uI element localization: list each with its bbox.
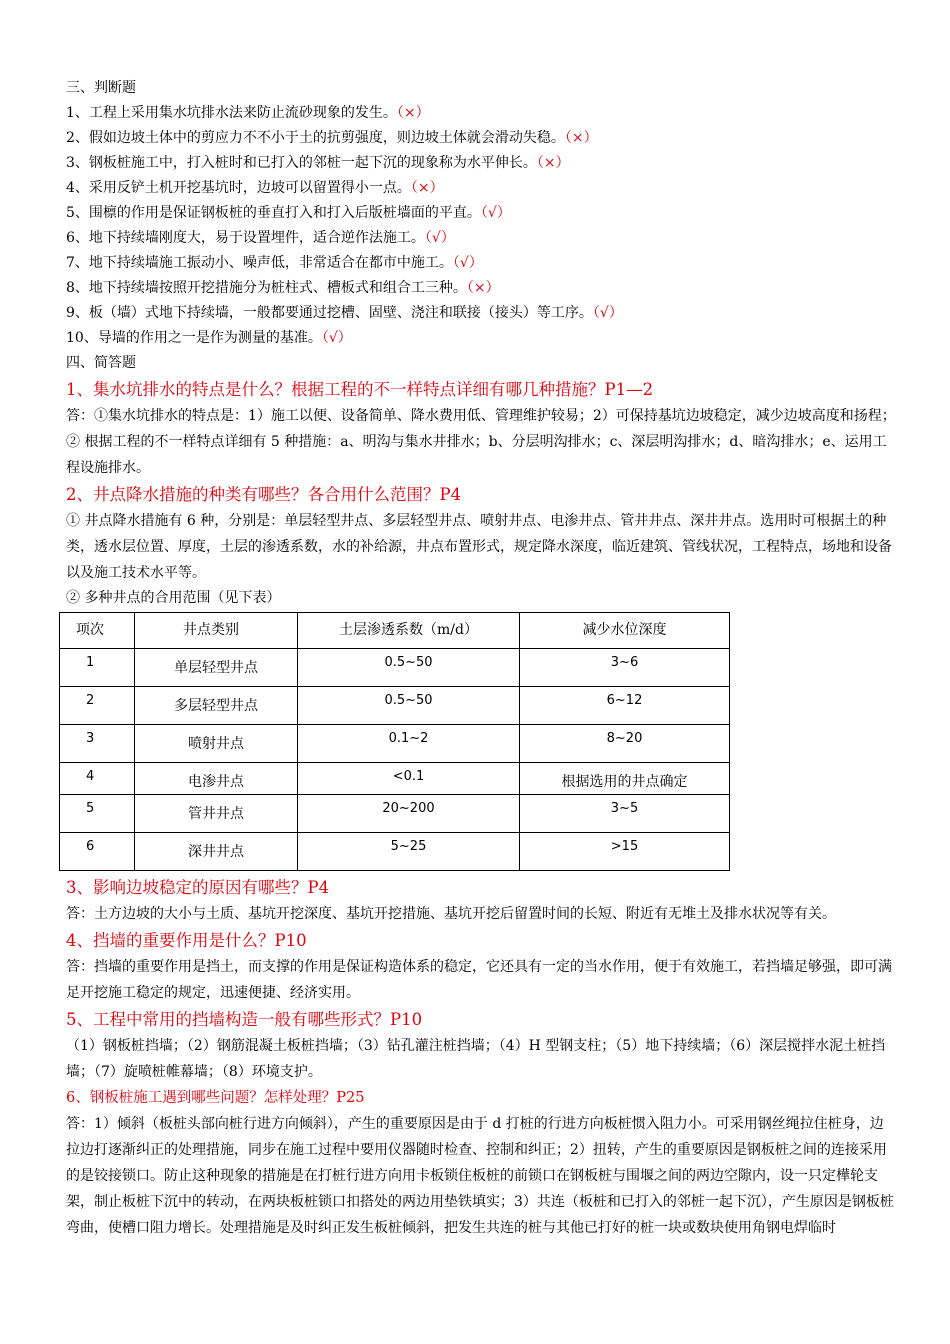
- judgement-item: [66, 101, 896, 126]
- table-cell: 5: [86, 801, 95, 816]
- table-cell: <0.1: [392, 769, 425, 784]
- table-row: [60, 649, 730, 687]
- judgement-text: 4、采用反铲土机开挖基坑时，边坡可以留置得小一点。: [66, 180, 411, 196]
- judgement-mark: （√）: [452, 255, 483, 271]
- table-cell: 6: [86, 839, 95, 854]
- question-2-answer-1: ① 井点降水措施有 6 种，分别是：单层轻型井点、多层轻型井点、喷射井点、电渗井点、管井井点、深井井点。选用时可根据土的种类，透水层位置、厚度，土层的渗透系数，水的补给源，井点布置形式，规定降水深度，临近建筑、管线状况，工程特点，场地和设备以及施工技术水平等。: [66, 513, 892, 581]
- judgement-text: 2、假如边坡土体中的剪应力不不小于土的抗剪强度，则边坡土体就会滑动失稳。: [66, 130, 565, 146]
- table-cell: 单层轻型井点: [174, 660, 258, 676]
- judgement-text: 10、导墙的作用之一是作为测量的基准。: [66, 330, 322, 346]
- table-row: [60, 763, 730, 795]
- table-cell: 0.1~2: [388, 731, 429, 746]
- judgement-item: [66, 251, 896, 276]
- table-header-cell: 土层渗透系数（m/d）: [339, 622, 478, 638]
- judgement-item: [66, 126, 896, 151]
- table-header-cell: 井点类别: [183, 622, 239, 638]
- document-page: [66, 76, 896, 1241]
- table-cell: 0.5~50: [384, 693, 433, 708]
- table-header-row: [60, 613, 730, 649]
- judgement-mark: （×）: [564, 130, 598, 146]
- question-4-answer: 答：挡墙的重要作用是挡土，而支撑的作用是保证构造体系的稳定，它还具有一定的当水作用，便于有效施工，若挡墙足够强，即可满足开挖施工稳定的规定，迅速便捷、经济实用。: [66, 959, 892, 1001]
- judgement-text: 7、地下持续墙施工振动小、噪声低，非常适合在都市中施工。: [66, 255, 453, 271]
- table-cell: 3~6: [610, 655, 639, 670]
- judgement-text: 1、工程上采用集水坑排水法来防止流砂现象的发生。: [66, 105, 397, 121]
- table-cell: 20~200: [382, 801, 435, 816]
- table-cell: 8~20: [606, 731, 643, 746]
- judgement-item: [66, 326, 896, 351]
- table-cell: 2: [86, 693, 95, 708]
- judgement-item: [66, 276, 896, 301]
- question-3-answer: 答：土方边坡的大小与土质、基坑开挖深度、基坑开挖措施、基坑开挖后留置时间的长短、附近有无堆土及排水状况等有关。: [66, 906, 836, 922]
- question-6-title: 6、钢板桩施工遇到哪些问题？怎样处理？P25: [66, 1090, 365, 1106]
- table-cell: 根据选用的井点确定: [561, 774, 688, 790]
- table-cell: 0.5~50: [384, 655, 433, 670]
- table-cell: 5~25: [390, 839, 427, 854]
- table-cell: 电渗井点: [188, 774, 244, 790]
- judgement-item: [66, 226, 896, 251]
- question-1-answer-2: ② 根据工程的不一样特点详细有 5 种措施：a、明沟与集水井排水；b、分层明沟排水；c、深层明沟排水；d、暗沟排水；e、运用工程设施排水。: [66, 434, 887, 476]
- table-header-cell: 项次: [76, 622, 104, 638]
- table-header-cell: 减少水位深度: [582, 622, 667, 638]
- judgement-item: [66, 301, 896, 326]
- well-point-table: [59, 612, 730, 871]
- table-cell: 3~5: [610, 801, 639, 816]
- table-cell: 多层轻型井点: [174, 698, 258, 714]
- question-5-answer: （1）钢板桩挡墙；（2）钢筋混凝土板桩挡墙；（3）钻孔灌注桩挡墙；（4）H 型钢支柱；（5）地下持续墙；（6）深层搅拌水泥土桩挡墙；（7）旋喷桩帷幕墙；（8）环境支护。: [66, 1038, 886, 1080]
- question-5-title: 5、工程中常用的挡墙构造一般有哪些形式？P10: [66, 1010, 423, 1029]
- question-3-title: 3、影响边坡稳定的原因有哪些？P4: [66, 878, 330, 897]
- question-1-answer-1: 答：①集水坑排水的特点是：1）施工以便、设备简单、降水费用低、管理维护较易；2）可保持基坑边坡稳定，减少边坡高度和扬程；: [66, 408, 896, 424]
- table-row: [60, 833, 730, 871]
- section-title-short-answer: 四、简答题: [66, 355, 136, 371]
- question-4-title: 4、挡墙的重要作用是什么？P10: [66, 931, 307, 950]
- table-row: [60, 795, 730, 833]
- table-cell: 1: [86, 655, 95, 670]
- question-2-answer-2: ② 多种井点的合用范围（见下表）: [66, 590, 281, 606]
- judgement-mark: （√）: [480, 205, 511, 221]
- judgement-mark: （×）: [410, 180, 444, 196]
- table-cell: 3: [86, 731, 95, 746]
- judgement-mark: （×）: [466, 280, 500, 296]
- question-6-answer: 答：1）倾斜（板桩头部向桩行进方向倾斜），产生的重要原因是由于 d 打桩的行进方向板桩惯入阻力小。可采用钢丝绳拉住桩身，边拉边打逐渐纠正的处理措施，同步在施工过程中要用仪器随时检查、控制和纠正；2）扭转，产生的重要原因是钢板桩之间的连接采用的是铰接锁口。防止这种现象的措施是在打桩行进方向用卡板锁住板桩的前锁口在钢板桩与围堰之间的两边空隙内，设一只定樺轮支架，制止板桩下沉中的转动，在两块板桩锁口扣搭处的两边用垫铁填实；3）共连（板桩和已打入的邻桩一起下沉），产生原因是钢板桩弯曲，使槽口阻力增长。处理措施是及时纠正发生板桩倾斜，把发生共连的桩与其他已打好的桩一块或数块使用角钢电焊临时: [66, 1116, 894, 1236]
- table-cell: 4: [86, 769, 95, 784]
- question-1-title: 1、集水坑排水的特点是什么？根据工程的不一样特点详细有哪几种措施？P1—2: [66, 380, 654, 399]
- section-title-judgement: 三、判断题: [66, 80, 136, 96]
- judgement-text: 5、围檩的作用是保证钢板桩的垂直打入和打入后版桩墙面的平直。: [66, 205, 481, 221]
- judgement-text: 8、地下持续墙按照开挖措施分为桩柱式、槽板式和组合工三种。: [66, 280, 467, 296]
- table-cell: 管井井点: [188, 806, 244, 822]
- table-cell: >15: [610, 839, 639, 854]
- judgement-item: [66, 201, 896, 226]
- judgement-mark: （×）: [396, 105, 430, 121]
- judgement-mark: （√）: [321, 330, 352, 346]
- judgement-item: [66, 176, 896, 201]
- table-cell: 深井井点: [188, 844, 244, 860]
- judgement-mark: （×）: [536, 155, 570, 171]
- judgement-text: 3、钢板桩施工中，打入桩时和已打入的邻桩一起下沉的现象称为水平伸长。: [66, 155, 537, 171]
- judgement-mark: （√）: [592, 305, 623, 321]
- table-row: [60, 687, 730, 725]
- judgement-text: 6、地下持续墙刚度大，易于设置埋件，适合逆作法施工。: [66, 230, 425, 246]
- judgement-mark: （√）: [424, 230, 455, 246]
- question-2-title: 2、井点降水措施的种类有哪些？各合用什么范围？P4: [66, 485, 462, 504]
- table-row: [60, 725, 730, 763]
- judgement-text: 9、板（墙）式地下持续墙，一般都要通过挖槽、固壁、浇注和联接（接头）等工序。: [66, 305, 593, 321]
- table-cell: 喷射井点: [188, 736, 244, 752]
- judgement-item: [66, 151, 896, 176]
- table-cell: 6~12: [606, 693, 643, 708]
